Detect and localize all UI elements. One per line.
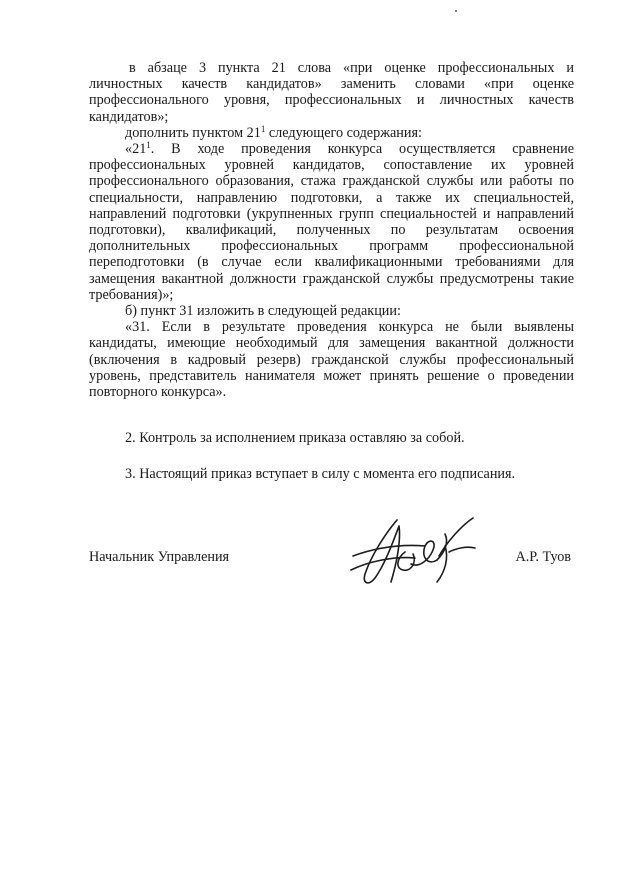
paragraph-text: . В ходе проведения конкурса осуществляется сравнение профессиональных уровней кандидатов, сопоставление их уровней профессионального образования, стажа гражданской службы или работы по специальности, направлению подготовки, а также их специальностей, направлений подготовки (укрупненных групп специальностей и направлений подготовки), квалификаций, полученных по результатам освоения дополнительных профессиональных программ профессиональной переподготовки (в случае если квалификационными требованиями для замещения вакантной должности гражданской службы предусмотрены такие требования)»; xyxy=(89,141,574,303)
paragraph-text: дополнить пунктом 21 xyxy=(125,124,261,141)
paragraph-text: в абзаце 3 пункта 21 слова «при оценке профессиональных и личностных качеств кандидатов» заменить словами «при оценке профессионального уровня, профессиональных и личностных качеств кандидатов»; xyxy=(89,60,574,125)
point-31-text xyxy=(89,319,574,400)
paragraph-text: «21 xyxy=(125,141,147,158)
paragraph-text: «31. Если в результате проведения конкурса не были выявлены кандидаты, имеющие необходимый для замещения вакантной должности (включения в кадровый резерв) гражданской службы профессиональный уровень, представитель нанимателя может принять решение о проведении повторного конкурса». xyxy=(89,319,574,401)
amendment-point-31 xyxy=(89,303,574,319)
amendment-paragraph-3-21 xyxy=(89,60,574,125)
superscript: 1 xyxy=(260,123,266,134)
item-2-control: 2. Контроль за исполнением приказа оставляю за собой. xyxy=(125,430,465,446)
item-3-effective: 3. Настоящий приказ вступает в силу с момента его подписания. xyxy=(125,466,516,482)
amendments-text xyxy=(89,60,574,400)
amendment-add-21-1 xyxy=(89,125,574,141)
signatory-title: Начальник Управления xyxy=(89,549,230,565)
point-21-1-text xyxy=(89,141,574,303)
superscript: 1 xyxy=(146,140,151,151)
signatory-name: А.Р. Туов xyxy=(515,549,571,565)
scan-speck xyxy=(455,10,457,12)
paragraph-text: следующего содержания: xyxy=(265,124,422,141)
handwritten-signature xyxy=(345,512,495,594)
paragraph-text: б) пункт 31 изложить в следующей редакции: xyxy=(125,303,401,320)
